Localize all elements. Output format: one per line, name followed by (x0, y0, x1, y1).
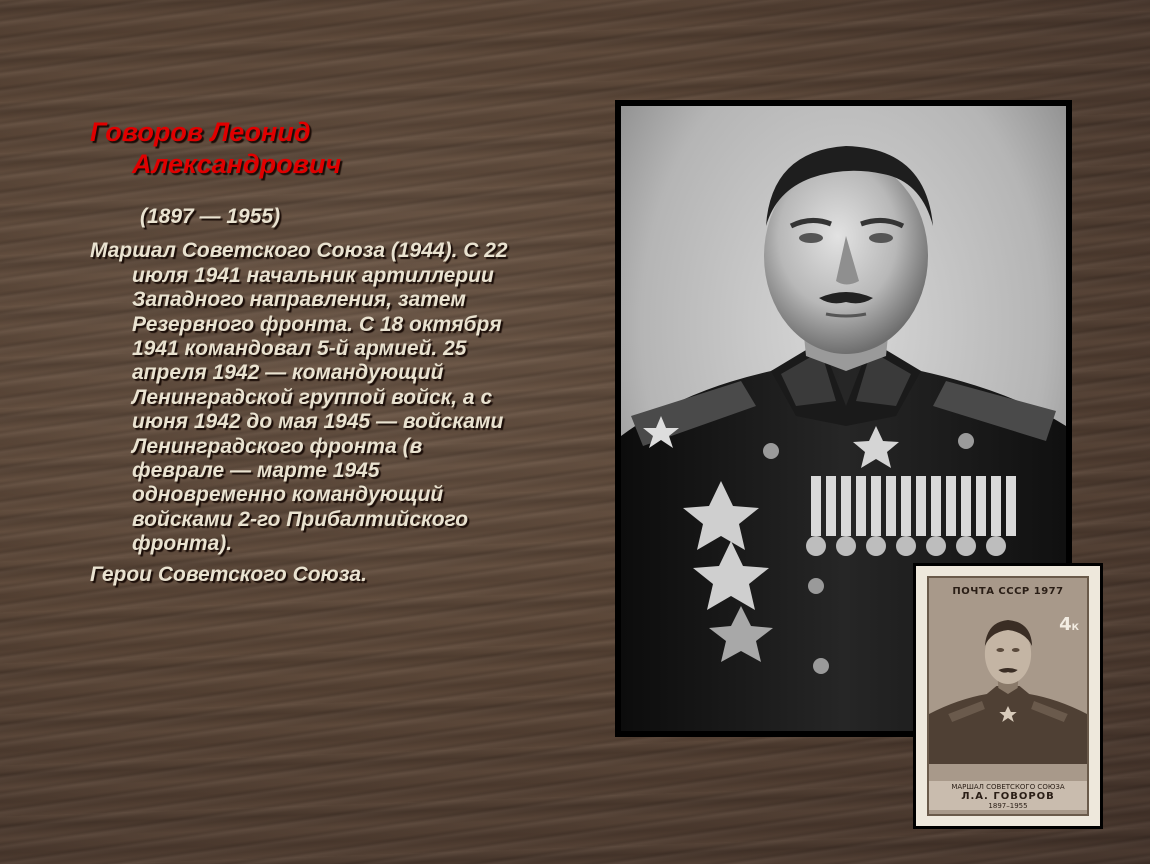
person-name-title (90, 116, 510, 180)
title-first-line: Говоров Леонид (90, 117, 311, 147)
stamp-value-unit: К (1071, 623, 1079, 633)
stamp-caption (929, 781, 1087, 810)
stamp-value-number: 4 (1059, 614, 1072, 635)
postage-stamp (913, 563, 1103, 829)
life-years: (1897 — 1955) (140, 205, 281, 228)
biography-block (90, 205, 510, 587)
stamp-caption-name: Л.А. ГОВОРОВ (961, 791, 1055, 802)
honor-paragraph: Герои Советского Союза. (90, 562, 367, 586)
stamp-denomination (1059, 614, 1079, 635)
biography-paragraph: Маршал Советского Союза (1944). С 22 июля 1941 начальник артиллерии Западного направления, затем Резервного фронта. С 18 октября 1941 командовал 5-й армией. 25 апреля 1942 — командующий Ленинградской группой войск, а с июня 1942 до мая 1945 — войсками Ленинградского фронта (в феврале — марте 1945 одновременно командующий войсками 2-го Прибалтийского фронта). (90, 239, 508, 556)
stamp-header: ПОЧТА СССР 1977 (952, 586, 1064, 597)
stamp-caption-years: 1897–1955 (988, 802, 1028, 810)
stamp-caption-rank: МАРШАЛ СОВЕТСКОГО СОЮЗА (951, 783, 1065, 791)
stamp-border (916, 566, 1100, 826)
title-second-line: Александрович (132, 149, 342, 179)
stamp-face (927, 576, 1089, 816)
